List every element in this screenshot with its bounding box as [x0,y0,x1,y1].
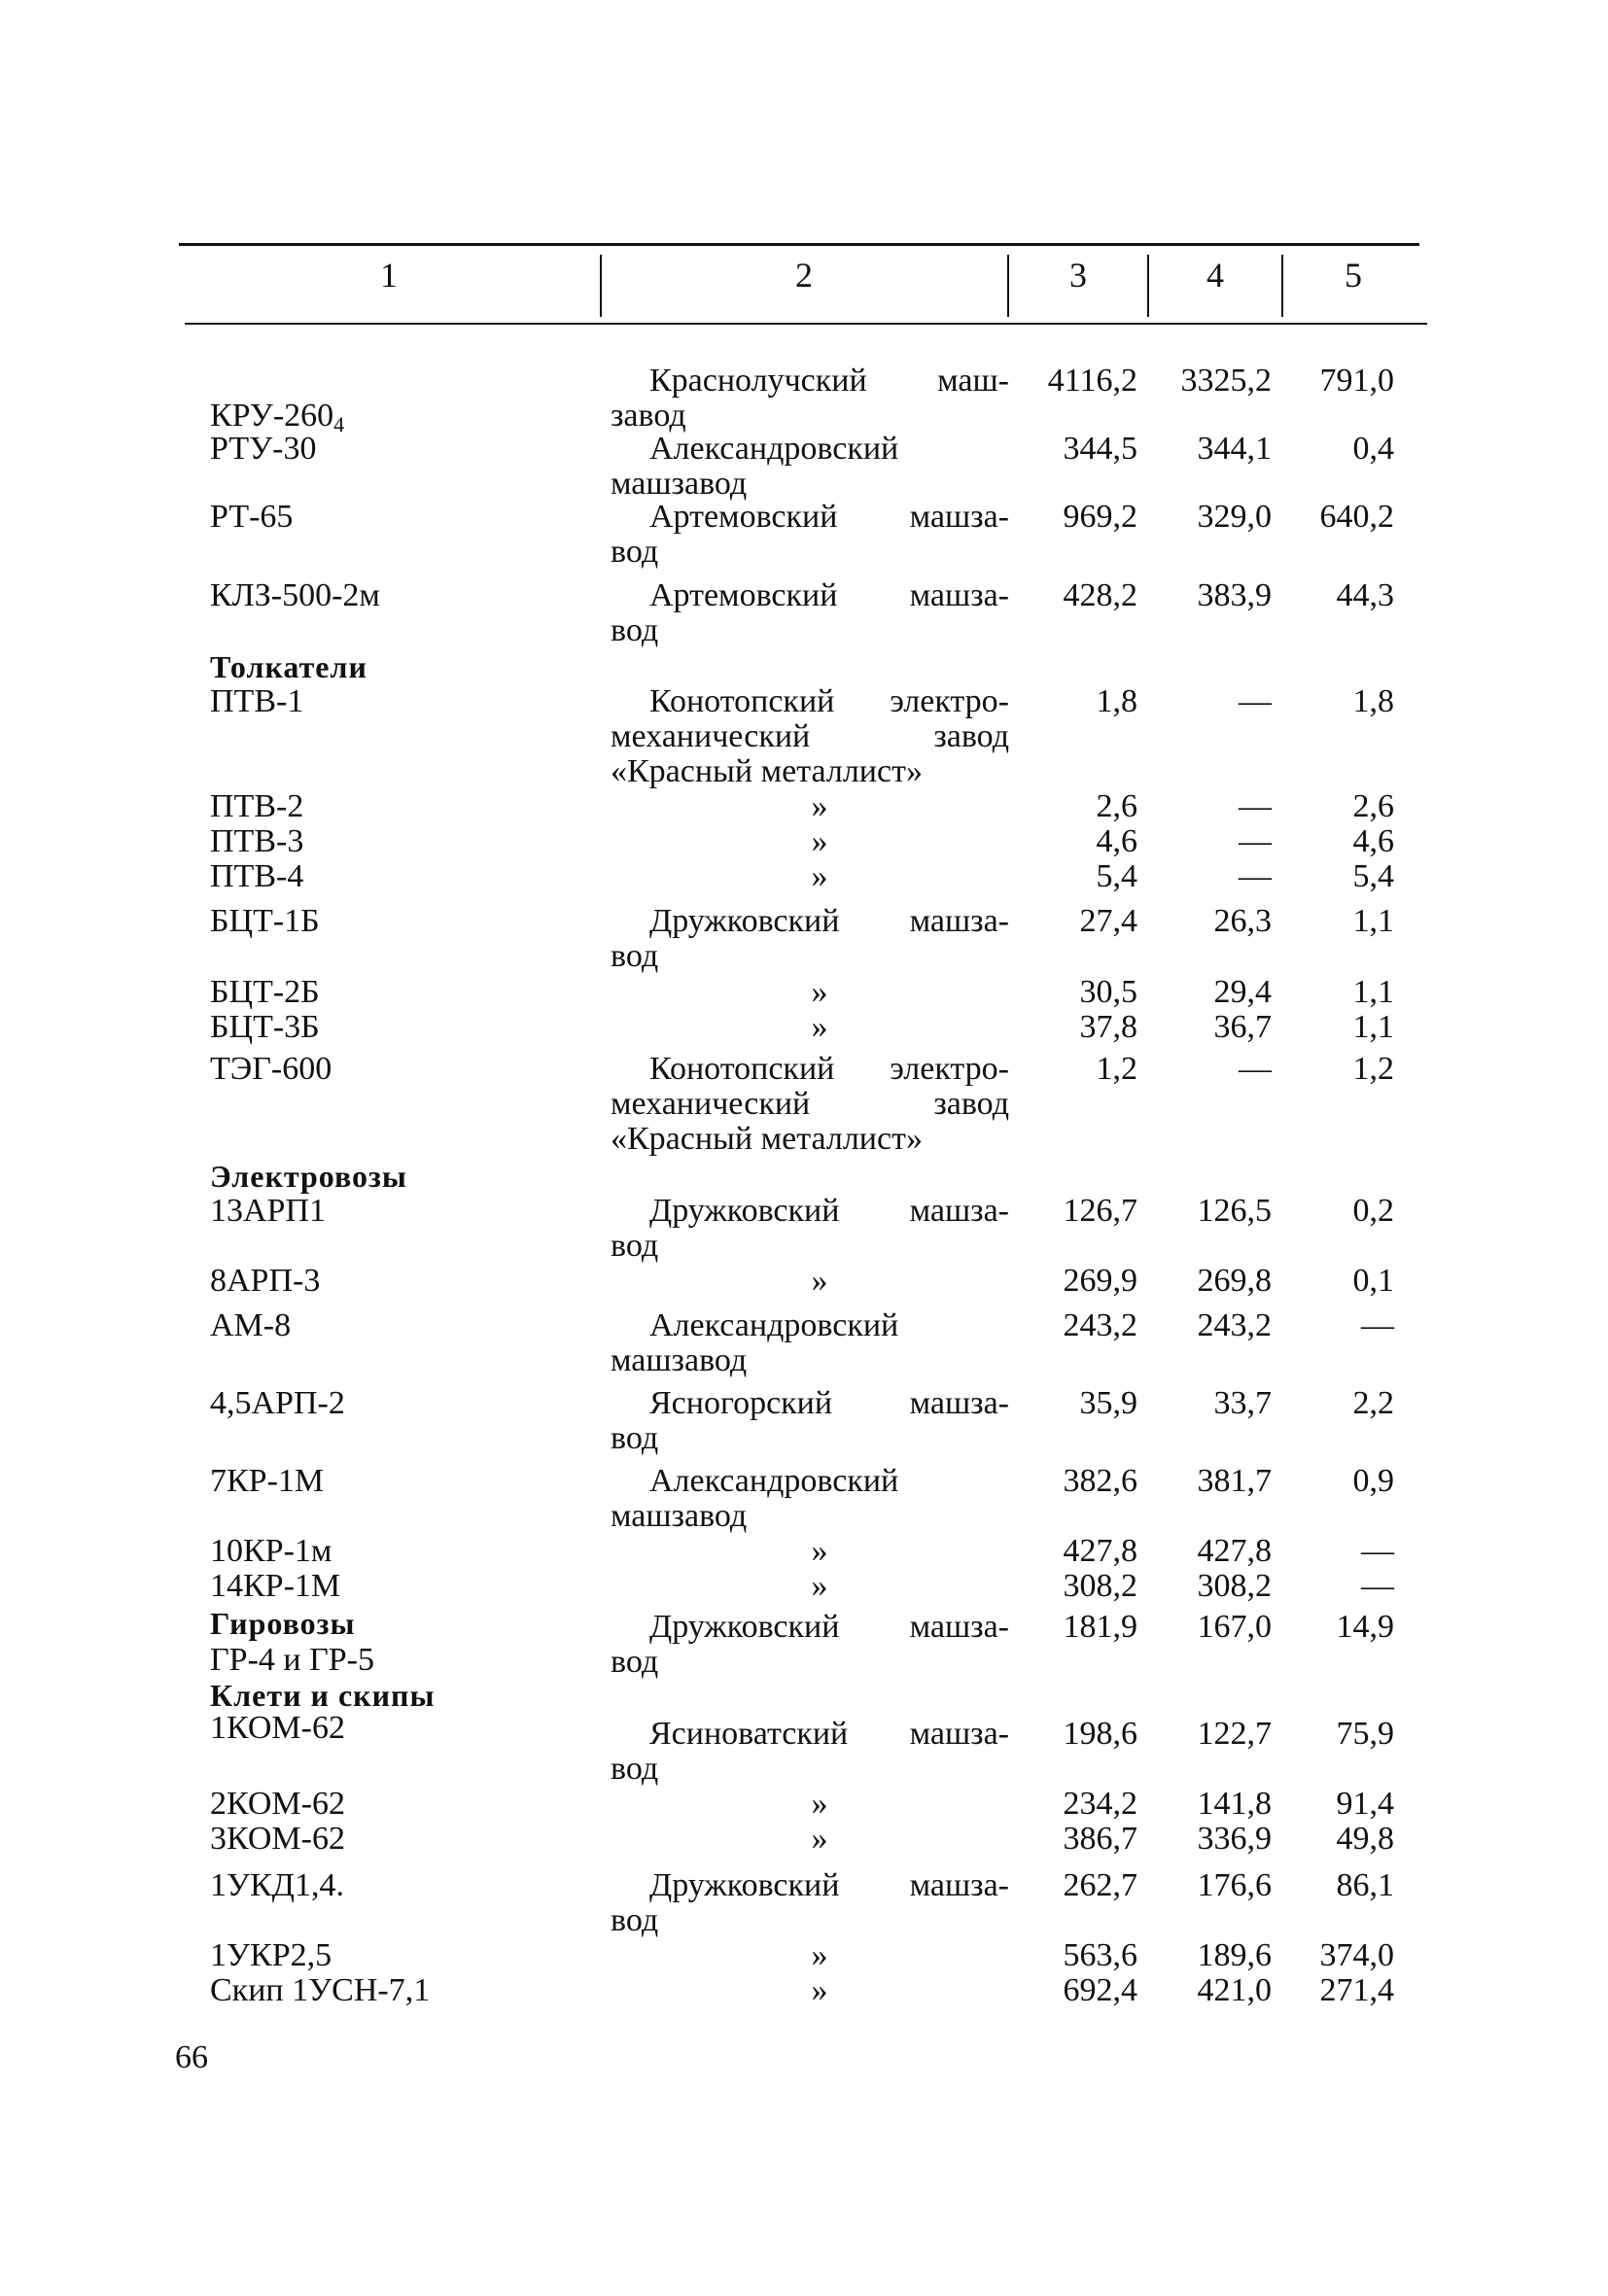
model-name: 4,5АРП-2 [210,1385,345,1421]
value-col-4: 427,8 [1197,1533,1272,1569]
value-col-4: 176,6 [1197,1867,1272,1903]
manufacturer: Краснолучский маш- завод [611,363,1009,434]
value-col-5: 1,1 [1352,1009,1394,1045]
value-col-3: 427,8 [1063,1533,1137,1569]
ditto-mark: » [811,1533,828,1569]
value-col-4: 26,3 [1213,903,1272,939]
manufacturer [611,975,1009,1010]
header-col-1: 1 [380,256,398,295]
value-col-3: 4,6 [1096,823,1137,859]
value-col-3: 692,4 [1063,1972,1137,2008]
manufacturer: Александровский машзавод [611,1307,899,1378]
manufacturer [611,1010,1009,1045]
manufacturer [611,1787,1009,1822]
value-col-4: 189,6 [1197,1937,1272,1973]
model-name: ПТВ-2 [210,788,304,824]
value-col-3: 262,7 [1063,1867,1137,1903]
manufacturer [611,1264,1009,1299]
header-divider-1 [600,255,602,317]
value-col-3: 969,2 [1063,499,1137,535]
value-col-3: 27,4 [1079,903,1137,939]
value-col-5: 0,1 [1352,1263,1394,1299]
manufacturer [611,824,1009,859]
value-col-5: 14,9 [1336,1609,1394,1645]
value-col-4: 269,8 [1197,1263,1272,1299]
manufacturer: Дружковский машза- вод [611,1609,1009,1680]
manufacturer: Ясиноватский машза- вод [611,1716,1009,1787]
manufacturer [611,1534,1009,1569]
page-number: 66 [175,2039,208,2075]
value-col-3: 344,5 [1063,431,1137,467]
value-col-4: 141,8 [1197,1786,1272,1822]
ditto-mark: » [811,1009,828,1045]
ditto-mark: » [811,823,828,859]
value-col-3: 181,9 [1063,1609,1137,1645]
value-col-4: 243,2 [1197,1307,1272,1343]
manufacturer [611,1569,1009,1604]
value-col-3: 308,2 [1063,1568,1137,1604]
value-col-5: 0,9 [1352,1463,1394,1499]
value-col-4: — [1239,683,1272,719]
manufacturer [611,789,1009,824]
value-col-3: 243,2 [1063,1307,1137,1343]
model-name: 8АРП-3 [210,1263,321,1299]
header-col-5: 5 [1345,256,1362,295]
value-col-5: 374,0 [1319,1937,1394,1973]
manufacturer: Конотопский электро- механический завод «Красный металлист» [611,683,1009,789]
value-col-4: 36,7 [1213,1009,1272,1045]
model-name: РТУ-30 [210,431,317,467]
model-name: 13АРП1 [210,1193,327,1229]
value-col-5: — [1361,1307,1394,1343]
ditto-mark: » [811,788,828,824]
value-col-4: 308,2 [1197,1568,1272,1604]
section-heading: Электровозы [210,1159,407,1194]
value-col-3: 198,6 [1063,1716,1137,1752]
value-col-5: 2,2 [1352,1385,1394,1421]
value-col-4: 33,7 [1213,1385,1272,1421]
header-col-2: 2 [795,256,813,295]
manufacturer: Конотопский электро- механический завод «Красный металлист» [611,1051,1009,1157]
value-col-5: 44,3 [1336,577,1394,613]
value-col-5: 4,6 [1352,823,1394,859]
model-name: 10КР-1м [210,1533,332,1569]
value-col-4: 383,9 [1197,577,1272,613]
value-col-3: 2,6 [1096,788,1137,824]
value-col-5: 0,4 [1352,431,1394,467]
model-name: ПТВ-1 [210,683,304,719]
section-heading: Толкатели [210,649,367,684]
value-col-5: 49,8 [1336,1821,1394,1857]
value-col-5: 271,4 [1319,1972,1394,2008]
value-col-5: 5,4 [1352,858,1394,894]
value-col-4: 126,5 [1197,1193,1272,1229]
value-col-3: 37,8 [1079,1009,1137,1045]
value-col-4: — [1239,858,1272,894]
value-col-5: 75,9 [1336,1716,1394,1752]
value-col-3: 30,5 [1079,974,1137,1010]
model-name: АМ-8 [210,1307,292,1343]
ditto-mark: » [811,1568,828,1604]
value-col-3: 126,7 [1063,1193,1137,1229]
manufacturer [611,1938,1009,1973]
value-col-4: 167,0 [1197,1609,1272,1645]
value-col-3: 5,4 [1096,858,1137,894]
header-col-3: 3 [1069,256,1087,295]
manufacturer: Дружковский машза- вод [611,903,1009,974]
value-col-4: — [1239,823,1272,859]
model-name: 14КР-1М [210,1568,341,1604]
model-name: БЦТ-2Б [210,974,320,1010]
value-col-5: — [1361,1533,1394,1569]
model-name: КРУ-$260_4$ [210,398,345,436]
value-col-4: 381,7 [1197,1463,1272,1499]
value-col-3: 563,6 [1063,1937,1137,1973]
model-name: ПТВ-4 [210,858,304,894]
manufacturer: Дружковский машза- вод [611,1193,1009,1264]
value-col-3: 386,7 [1063,1821,1137,1857]
manufacturer: Александровский машзавод [611,1463,899,1534]
value-col-4: 336,9 [1197,1821,1272,1857]
manufacturer [611,1822,1009,1857]
ditto-mark: » [811,1786,828,1822]
ditto-mark: » [811,1937,828,1973]
model-name: 1КОМ-62 [210,1710,345,1746]
manufacturer: Александровский машзавод [611,431,899,502]
manufacturer: Дружковский машза- вод [611,1867,1009,1938]
model-name: 7КР-1М [210,1463,325,1499]
model-name: Скип 1УСН-7,1 [210,1972,431,2008]
value-col-4: 329,0 [1197,499,1272,535]
value-col-3: 234,2 [1063,1786,1137,1822]
value-col-5: 0,2 [1352,1193,1394,1229]
section-heading: Гировозы [210,1606,356,1641]
model-name: 2КОМ-62 [210,1786,345,1822]
value-col-5: 1,1 [1352,974,1394,1010]
model-name: 1УКР2,5 [210,1937,332,1973]
ditto-mark: » [811,858,828,894]
model-name: ПТВ-3 [210,823,304,859]
manufacturer: Артемовский машза- вод [611,499,1009,570]
value-col-5: 640,2 [1319,499,1394,535]
value-col-3: 428,2 [1063,577,1137,613]
model-name: ГР-4 и ГР-5 [210,1642,374,1678]
value-col-5: 86,1 [1336,1867,1394,1903]
value-col-4: 29,4 [1213,974,1272,1010]
ditto-mark: » [811,974,828,1010]
value-col-3: 1,2 [1096,1051,1137,1087]
ditto-mark: » [811,1821,828,1857]
value-col-4: 3325,2 [1180,363,1272,399]
model-name: 1УКД1,4. [210,1867,344,1903]
section-heading: Клети и скипы [210,1678,436,1713]
value-col-3: 382,6 [1063,1463,1137,1499]
header-col-4: 4 [1206,256,1224,295]
value-col-5: 791,0 [1319,363,1394,399]
manufacturer [611,859,1009,894]
value-col-5: 91,4 [1336,1786,1394,1822]
model-name: РТ-65 [210,499,294,535]
manufacturer [611,1973,1009,2008]
header-top-rule [179,243,1419,246]
value-col-4: — [1239,788,1272,824]
value-col-3: 35,9 [1079,1385,1137,1421]
value-col-4: 122,7 [1197,1716,1272,1752]
ditto-mark: » [811,1263,828,1299]
model-name: БЦТ-1Б [210,903,320,939]
value-col-3: 1,8 [1096,683,1137,719]
header-bottom-rule [185,323,1427,325]
value-col-5: 1,1 [1352,903,1394,939]
value-col-4: 344,1 [1197,431,1272,467]
value-col-5: 2,6 [1352,788,1394,824]
value-col-3: 4116,2 [1047,363,1137,399]
manufacturer: Ясногорский машза- вод [611,1385,1009,1456]
value-col-3: 269,9 [1063,1263,1137,1299]
model-name: КЛЗ-500-2м [210,577,380,613]
value-col-5: 1,2 [1352,1051,1394,1087]
model-name: ТЭГ-600 [210,1051,332,1087]
manufacturer: Артемовский машза- вод [611,577,1009,648]
value-col-5: — [1361,1568,1394,1604]
model-name: 3КОМ-62 [210,1821,345,1857]
ditto-mark: » [811,1972,828,2008]
value-col-4: 421,0 [1197,1972,1272,2008]
model-name: БЦТ-3Б [210,1009,320,1045]
value-col-5: 1,8 [1352,683,1394,719]
value-col-4: — [1239,1051,1272,1087]
